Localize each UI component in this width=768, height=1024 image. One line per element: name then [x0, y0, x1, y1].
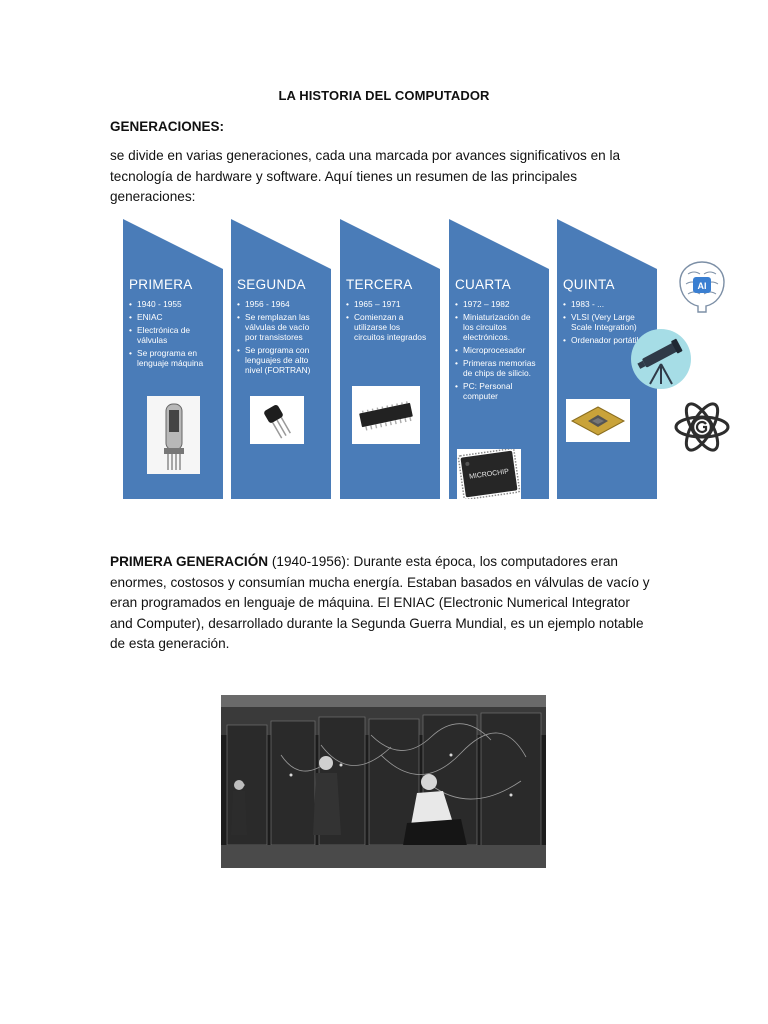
generation-item: • Microprocesador [455, 345, 539, 355]
first-generation-heading: PRIMERA GENERACIÓN [110, 554, 269, 569]
generation-title: CUARTA [455, 277, 512, 292]
generation-card-cuarta [449, 219, 541, 499]
generation-title: PRIMERA [129, 277, 193, 292]
generation-title: SEGUNDA [237, 277, 306, 292]
generation-item: • 1965 – 1971 [346, 299, 430, 309]
generation-item: • Se remplazan las válvulas de vacío por transistores [237, 312, 321, 342]
ai-brain-icon [672, 256, 732, 316]
processor-image [566, 399, 630, 442]
generation-item: • PC: Personal computer [455, 381, 539, 401]
generation-item: • 1983 - ... [563, 299, 647, 309]
chip-brand-label: MICROCHIP [468, 468, 510, 481]
generation-item: • Miniaturización de los circuitos electrónicos. [455, 312, 539, 342]
generation-item: • 1956 - 1964 [237, 299, 321, 309]
microchip-image [457, 449, 521, 499]
generation-item: • Primeras memorias de chips de silicio. [455, 358, 539, 378]
generation-title: TERCERA [346, 277, 413, 292]
generation-list [237, 299, 321, 378]
intro-paragraph: se divide en varias generaciones, cada una marcada por avances significativos en la tecnología de hardware y software. Aquí tienes un resumen de las principales generaciones: [110, 148, 621, 204]
generation-card-segunda [231, 219, 323, 499]
ai-label: AI [697, 281, 707, 291]
first-generation-paragraph [110, 552, 650, 655]
generation-item: • Ordenador portátil [563, 335, 647, 345]
first-generation-text: (1940-1956): Durante esta época, los computadores eran enormes, costosos y consumían mucha energía. Estaban basados en válvulas de vacío y eran programados en lenguaje de máquina. El ENIAC (Electronic Numerical Integrator and Computer), desarrollado durante la Segunda Guerra Mundial, es un ejemplo notable de esta generación. [110, 554, 650, 651]
atom-icon [672, 394, 732, 460]
generation-item: • Comienzan a utilizarse los circuitos integrados [346, 312, 430, 342]
generation-card-primera [123, 219, 215, 499]
chevron-shape [340, 219, 440, 499]
section-heading: GENERACIONES: [110, 119, 225, 134]
generation-list [346, 299, 430, 345]
generation-card-tercera [340, 219, 432, 499]
generations-infographic [0, 214, 768, 504]
vacuum-tube-image [147, 396, 200, 474]
generation-item: • Electrónica de válvulas [129, 325, 213, 345]
generation-item: • Se programa en lenguaje máquina [129, 348, 213, 368]
eniac-photo [221, 695, 546, 868]
telescope-icon [630, 328, 692, 390]
generation-item: • Se programa con lenguajes de alto nivel (FORTRAN) [237, 345, 321, 375]
generation-item: • 1940 - 1955 [129, 299, 213, 309]
generation-item: • 1972 – 1982 [455, 299, 539, 309]
transistor-image [250, 396, 304, 444]
generation-item: • ENIAC [129, 312, 213, 322]
generation-item: • VLSI (Very Large Scale Integration) [563, 312, 647, 332]
generation-list [455, 299, 539, 404]
integrated-circuit-image [352, 386, 420, 444]
generation-list [129, 299, 213, 371]
generation-title: QUINTA [563, 277, 615, 292]
document-title: LA HISTORIA DEL COMPUTADOR [278, 88, 490, 103]
